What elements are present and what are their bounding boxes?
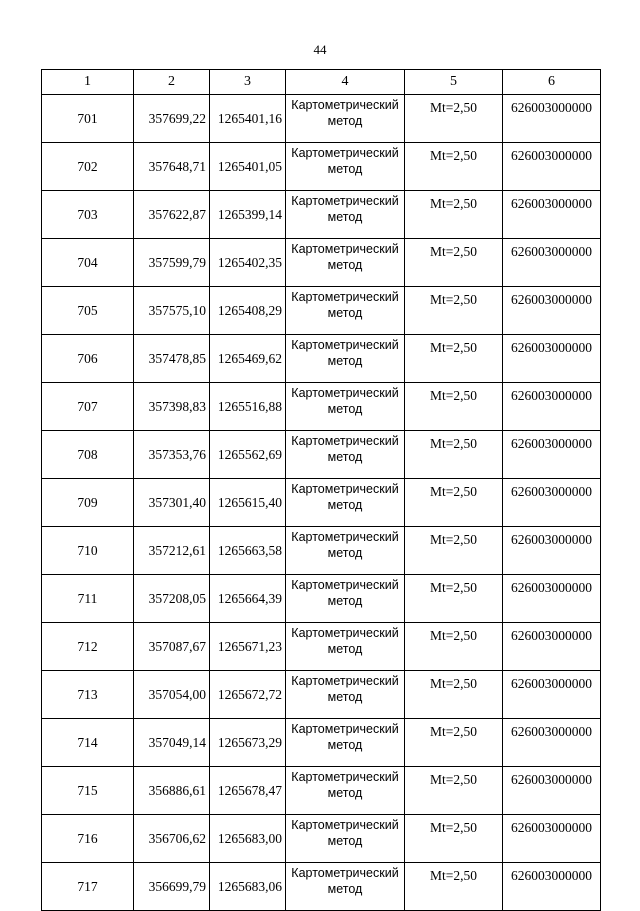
y-coordinate-cell: 1265663,58 [210, 527, 286, 575]
column-header-1: 1 [42, 70, 134, 95]
accuracy-cell: Mt=2,50 [405, 95, 503, 143]
x-coordinate-cell: 357599,79 [134, 239, 210, 287]
method-cell [286, 815, 405, 863]
method-line-1: Картометрический [291, 482, 399, 496]
method-line-1: Картометрический [291, 338, 399, 352]
code-cell: 626003000000 [503, 719, 601, 767]
point-number-cell: 715 [42, 767, 134, 815]
method-line-1: Картометрический [291, 674, 399, 688]
method-line-2: метод [327, 114, 363, 128]
accuracy-cell: Mt=2,50 [405, 335, 503, 383]
method-line-1: Картометрический [291, 722, 399, 736]
table-row [42, 719, 601, 767]
code-cell: 626003000000 [503, 239, 601, 287]
point-number-cell: 701 [42, 95, 134, 143]
x-coordinate-cell: 356699,79 [134, 863, 210, 911]
accuracy-cell: Mt=2,50 [405, 287, 503, 335]
accuracy-cell: Mt=2,50 [405, 863, 503, 911]
point-number-cell: 711 [42, 575, 134, 623]
y-coordinate-cell: 1265664,39 [210, 575, 286, 623]
code-cell: 626003000000 [503, 191, 601, 239]
column-header-3: 3 [210, 70, 286, 95]
x-coordinate-cell: 357049,14 [134, 719, 210, 767]
column-header-5: 5 [405, 70, 503, 95]
point-number-cell: 704 [42, 239, 134, 287]
accuracy-cell: Mt=2,50 [405, 623, 503, 671]
method-cell [286, 767, 405, 815]
y-coordinate-cell: 1265408,29 [210, 287, 286, 335]
code-cell: 626003000000 [503, 335, 601, 383]
accuracy-cell: Mt=2,50 [405, 383, 503, 431]
point-number-cell: 702 [42, 143, 134, 191]
code-cell: 626003000000 [503, 863, 601, 911]
table-row [42, 431, 601, 479]
y-coordinate-cell: 1265671,23 [210, 623, 286, 671]
code-cell: 626003000000 [503, 95, 601, 143]
x-coordinate-cell: 357622,87 [134, 191, 210, 239]
table-row [42, 239, 601, 287]
method-cell [286, 383, 405, 431]
method-line-1: Картометрический [291, 818, 399, 832]
x-coordinate-cell: 357087,67 [134, 623, 210, 671]
method-line-2: метод [327, 162, 363, 176]
accuracy-cell: Mt=2,50 [405, 527, 503, 575]
x-coordinate-cell: 357208,05 [134, 575, 210, 623]
method-line-1: Картометрический [291, 98, 399, 112]
table-row [42, 623, 601, 671]
code-cell: 626003000000 [503, 767, 601, 815]
point-number-cell: 705 [42, 287, 134, 335]
method-line-2: метод [327, 498, 363, 512]
method-line-2: метод [327, 258, 363, 272]
y-coordinate-cell: 1265562,69 [210, 431, 286, 479]
method-cell [286, 191, 405, 239]
accuracy-cell: Mt=2,50 [405, 575, 503, 623]
accuracy-cell: Mt=2,50 [405, 719, 503, 767]
x-coordinate-cell: 357301,40 [134, 479, 210, 527]
x-coordinate-cell: 357699,22 [134, 95, 210, 143]
y-coordinate-cell: 1265402,35 [210, 239, 286, 287]
method-line-2: метод [327, 546, 363, 560]
coordinates-table [41, 69, 601, 911]
x-coordinate-cell: 357353,76 [134, 431, 210, 479]
table-row [42, 575, 601, 623]
y-coordinate-cell: 1265673,29 [210, 719, 286, 767]
method-line-1: Картометрический [291, 386, 399, 400]
method-line-1: Картометрический [291, 194, 399, 208]
method-cell [286, 575, 405, 623]
method-line-1: Картометрический [291, 434, 399, 448]
x-coordinate-cell: 357054,00 [134, 671, 210, 719]
method-cell [286, 719, 405, 767]
accuracy-cell: Mt=2,50 [405, 479, 503, 527]
method-line-2: метод [327, 882, 363, 896]
point-number-cell: 714 [42, 719, 134, 767]
method-cell [286, 143, 405, 191]
point-number-cell: 709 [42, 479, 134, 527]
y-coordinate-cell: 1265469,62 [210, 335, 286, 383]
code-cell: 626003000000 [503, 527, 601, 575]
y-coordinate-cell: 1265683,06 [210, 863, 286, 911]
method-line-1: Картометрический [291, 626, 399, 640]
x-coordinate-cell: 357212,61 [134, 527, 210, 575]
code-cell: 626003000000 [503, 383, 601, 431]
y-coordinate-cell: 1265401,16 [210, 95, 286, 143]
table-row [42, 335, 601, 383]
table-row [42, 479, 601, 527]
table-row [42, 143, 601, 191]
table-row [42, 527, 601, 575]
method-line-2: метод [327, 834, 363, 848]
method-line-1: Картометрический [291, 770, 399, 784]
table-row [42, 191, 601, 239]
method-line-2: метод [327, 210, 363, 224]
y-coordinate-cell: 1265615,40 [210, 479, 286, 527]
point-number-cell: 710 [42, 527, 134, 575]
method-line-1: Картометрический [291, 290, 399, 304]
table-row [42, 383, 601, 431]
code-cell: 626003000000 [503, 431, 601, 479]
x-coordinate-cell: 356706,62 [134, 815, 210, 863]
method-line-2: метод [327, 642, 363, 656]
method-line-1: Картометрический [291, 866, 399, 880]
method-line-1: Картометрический [291, 146, 399, 160]
x-coordinate-cell: 357398,83 [134, 383, 210, 431]
method-cell [286, 239, 405, 287]
method-cell [286, 479, 405, 527]
point-number-cell: 708 [42, 431, 134, 479]
x-coordinate-cell: 356886,61 [134, 767, 210, 815]
column-header-6: 6 [503, 70, 601, 95]
accuracy-cell: Mt=2,50 [405, 143, 503, 191]
y-coordinate-cell: 1265672,72 [210, 671, 286, 719]
method-line-1: Картометрический [291, 242, 399, 256]
method-line-1: Картометрический [291, 578, 399, 592]
method-line-1: Картометрический [291, 530, 399, 544]
point-number-cell: 707 [42, 383, 134, 431]
method-cell [286, 623, 405, 671]
method-cell [286, 527, 405, 575]
method-line-2: метод [327, 738, 363, 752]
method-cell [286, 335, 405, 383]
method-cell [286, 863, 405, 911]
table-row [42, 767, 601, 815]
table-row [42, 863, 601, 911]
page-number: 44 [313, 42, 327, 57]
method-cell [286, 671, 405, 719]
x-coordinate-cell: 357575,10 [134, 287, 210, 335]
method-line-2: метод [327, 306, 363, 320]
accuracy-cell: Mt=2,50 [405, 815, 503, 863]
accuracy-cell: Mt=2,50 [405, 671, 503, 719]
x-coordinate-cell: 357648,71 [134, 143, 210, 191]
y-coordinate-cell: 1265516,88 [210, 383, 286, 431]
x-coordinate-cell: 357478,85 [134, 335, 210, 383]
method-cell [286, 431, 405, 479]
code-cell: 626003000000 [503, 623, 601, 671]
method-line-2: метод [327, 402, 363, 416]
point-number-cell: 716 [42, 815, 134, 863]
table-row [42, 287, 601, 335]
method-cell [286, 287, 405, 335]
y-coordinate-cell: 1265683,00 [210, 815, 286, 863]
y-coordinate-cell: 1265401,05 [210, 143, 286, 191]
code-cell: 626003000000 [503, 479, 601, 527]
point-number-cell: 712 [42, 623, 134, 671]
accuracy-cell: Mt=2,50 [405, 239, 503, 287]
table-header-row [42, 70, 601, 95]
accuracy-cell: Mt=2,50 [405, 431, 503, 479]
code-cell: 626003000000 [503, 671, 601, 719]
code-cell: 626003000000 [503, 287, 601, 335]
point-number-cell: 703 [42, 191, 134, 239]
column-header-2: 2 [134, 70, 210, 95]
table-row [42, 95, 601, 143]
method-line-2: метод [327, 450, 363, 464]
point-number-cell: 717 [42, 863, 134, 911]
point-number-cell: 706 [42, 335, 134, 383]
method-line-2: метод [327, 594, 363, 608]
table-row [42, 815, 601, 863]
code-cell: 626003000000 [503, 143, 601, 191]
code-cell: 626003000000 [503, 575, 601, 623]
method-line-2: метод [327, 690, 363, 704]
code-cell: 626003000000 [503, 815, 601, 863]
accuracy-cell: Mt=2,50 [405, 767, 503, 815]
method-cell [286, 95, 405, 143]
y-coordinate-cell: 1265678,47 [210, 767, 286, 815]
table-row [42, 671, 601, 719]
method-line-2: метод [327, 354, 363, 368]
accuracy-cell: Mt=2,50 [405, 191, 503, 239]
point-number-cell: 713 [42, 671, 134, 719]
method-line-2: метод [327, 786, 363, 800]
y-coordinate-cell: 1265399,14 [210, 191, 286, 239]
column-header-4: 4 [286, 70, 405, 95]
